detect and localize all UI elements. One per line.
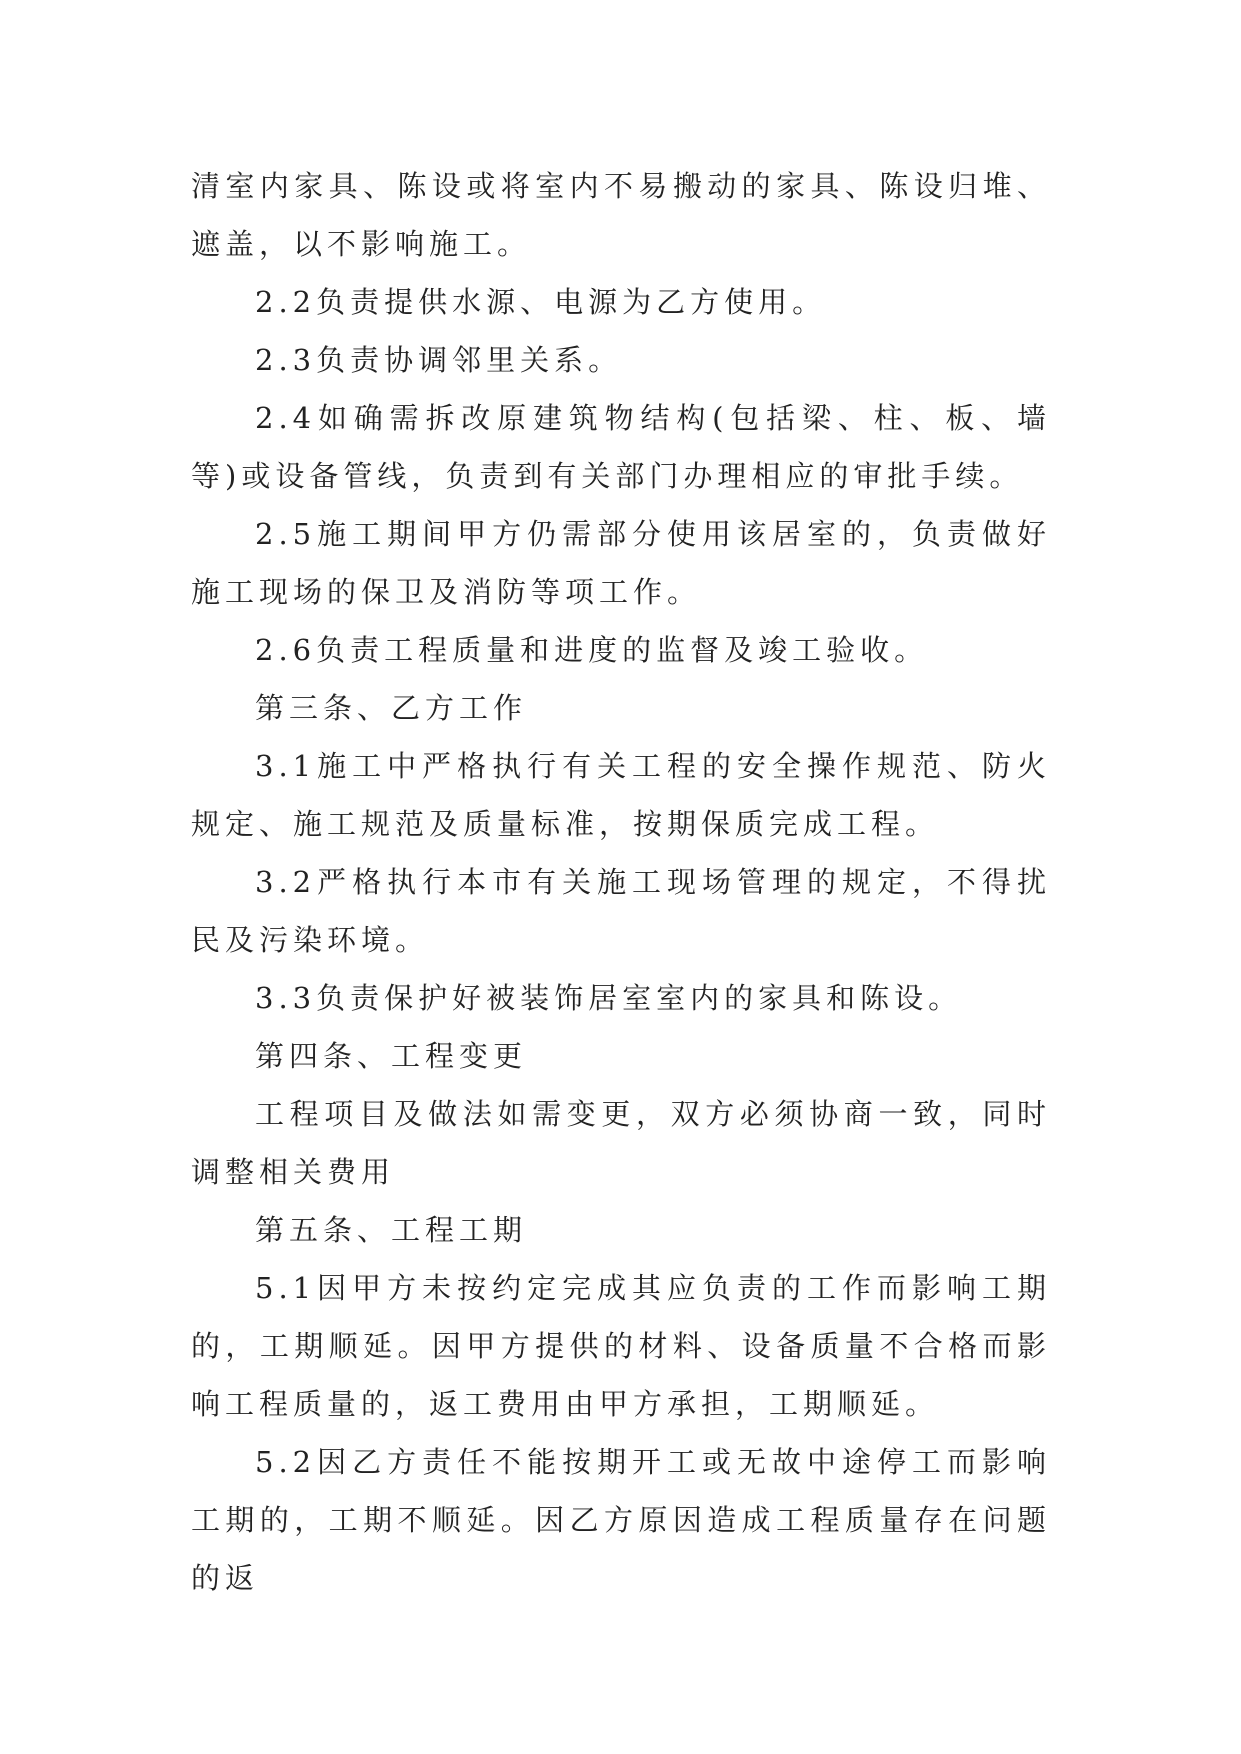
- document-body: [191, 157, 1051, 1607]
- paragraph-2-6: 2.6负责工程质量和进度的监督及竣工验收。: [255, 633, 929, 667]
- paragraph-article-4-body: 工程项目及做法如需变更，双方必须协商一致，同时调整相关费用: [191, 1097, 1051, 1189]
- paragraph-2-2: 2.2负责提供水源、电源为乙方使用。: [255, 285, 827, 319]
- paragraph-3-3: 3.3负责保护好被装饰居室室内的家具和陈设。: [255, 981, 963, 1015]
- paragraph-continuation: 清室内家具、陈设或将室内不易搬动的家具、陈设归堆、遮盖，以不影响施工。: [191, 169, 1051, 261]
- section-heading-article-5: 第五条、工程工期: [255, 1213, 528, 1247]
- paragraph-3-1: 3.1施工中严格执行有关工程的安全操作规范、防火规定、施工规范及质量标准，按期保质完成工程。: [191, 749, 1051, 841]
- paragraph-2-5: 2.5施工期间甲方仍需部分使用该居室的，负责做好施工现场的保卫及消防等项工作。: [191, 517, 1051, 609]
- section-heading-article-4: 第四条、工程变更: [255, 1039, 528, 1073]
- paragraph-2-3: 2.3负责协调邻里关系。: [255, 343, 623, 377]
- section-heading-article-3: 第三条、乙方工作: [255, 691, 528, 725]
- paragraph-5-2: 5.2因乙方责任不能按期开工或无故中途停工而影响工期的，工期不顺延。因乙方原因造成工程质量存在问题的返: [191, 1445, 1051, 1595]
- paragraph-5-1: 5.1因甲方未按约定完成其应负责的工作而影响工期的，工期顺延。因甲方提供的材料、设备质量不合格而影响工程质量的，返工费用由甲方承担，工期顺延。: [191, 1271, 1051, 1421]
- paragraph-3-2: 3.2严格执行本市有关施工现场管理的规定，不得扰民及污染环境。: [191, 865, 1051, 957]
- paragraph-2-4: 2.4如确需拆改原建筑物结构(包括梁、柱、板、墙等)或设备管线，负责到有关部门办理相应的审批手续。: [191, 401, 1051, 493]
